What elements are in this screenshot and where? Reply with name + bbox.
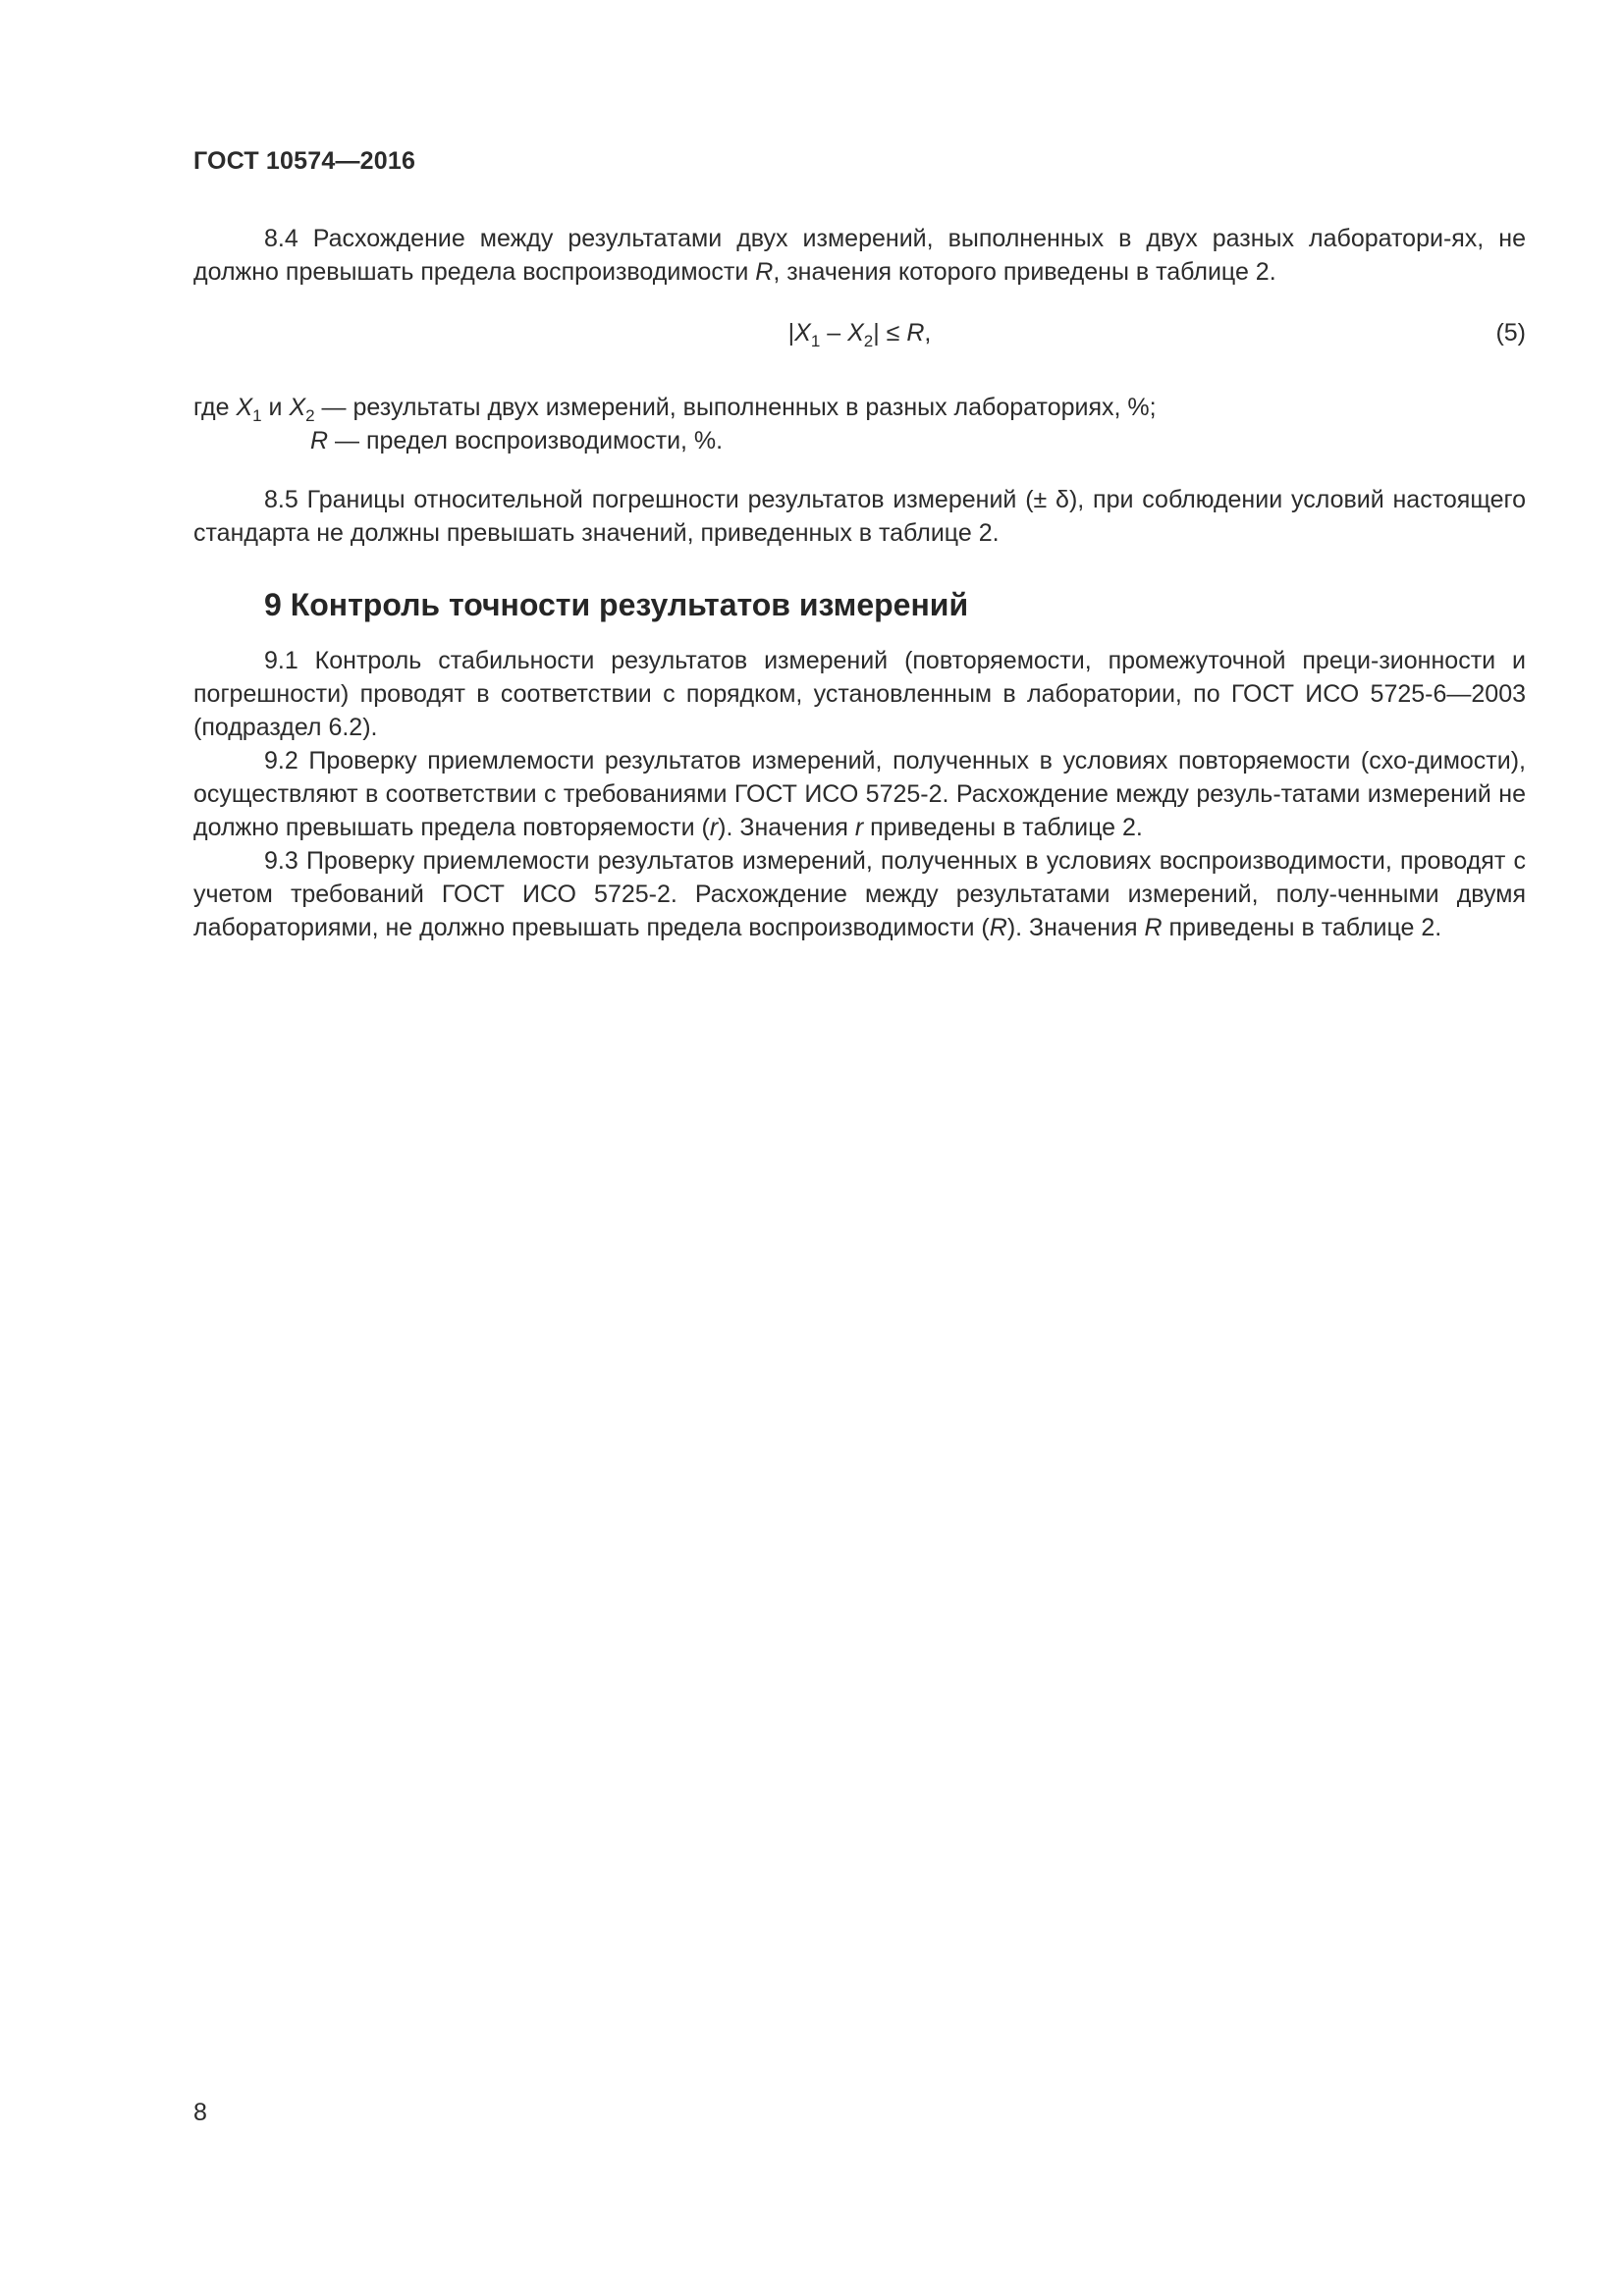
formula-x1: X bbox=[794, 319, 811, 347]
definition-x1: X bbox=[236, 394, 253, 421]
paragraph-9-2-text-a: 9.2 Проверку приемлемости результатов измерений, полученных в условиях повторяемости (схо-димости), осуществляют в соответствии с требованиями ГОСТ ИСО 5725-2. Расхождение между резуль-татами измерений не должно превышать предела повторяемости ( bbox=[193, 747, 1526, 841]
formula-5 bbox=[193, 316, 1526, 349]
definition-r-text: — предел воспроизводимости, %. bbox=[328, 427, 724, 454]
formula-bar-left: | bbox=[787, 319, 795, 347]
definition-r bbox=[193, 424, 1526, 457]
paragraph-9-2 bbox=[193, 744, 1526, 844]
formula-minus: – bbox=[820, 319, 848, 347]
definition-and: и bbox=[261, 394, 290, 421]
paragraph-9-2-text-c: приведены в таблице 2. bbox=[863, 814, 1143, 841]
section-9-heading: 9 Контроль точности результатов измерений bbox=[264, 587, 969, 622]
definition-prefix: где bbox=[193, 394, 237, 421]
paragraph-9-3-text-a: 9.3 Проверку приемлемости результатов измерений, полученных в условиях воспроизводимости, проводят с учетом требований ГОСТ ИСО 5725-2. Расхождение между результатами измерений, полу-ченными двумя лабораториями, не должно превышать предела воспроизводимости ( bbox=[193, 847, 1526, 941]
document-code-header: ГОСТ 10574—2016 bbox=[193, 147, 416, 175]
variable-r-1: r bbox=[709, 814, 719, 841]
paragraph-8-4 bbox=[193, 222, 1526, 289]
formula-sub2: 2 bbox=[863, 332, 874, 350]
formula-number: (5) bbox=[1495, 319, 1526, 347]
paragraph-9-3 bbox=[193, 844, 1526, 944]
definition-sub2: 2 bbox=[305, 406, 315, 425]
paragraph-9-2-text-b: ). Значения bbox=[718, 814, 855, 841]
paragraph-9-3-text-c: приведены в таблице 2. bbox=[1162, 914, 1442, 941]
variable-r-2: r bbox=[854, 814, 864, 841]
paragraph-8-4-text-b: , значения которого приведены в таблице 2. bbox=[773, 258, 1276, 286]
formula-tail: | ≤ bbox=[873, 319, 907, 347]
variable-R: R bbox=[755, 258, 774, 286]
formula-comma: , bbox=[924, 319, 932, 347]
formula-x2: X bbox=[847, 319, 864, 347]
page-content bbox=[193, 222, 1526, 944]
formula-row bbox=[193, 316, 1526, 349]
definition-x2: X bbox=[289, 394, 306, 421]
variable-R-2: R bbox=[1144, 914, 1163, 941]
paragraph-9-1: 9.1 Контроль стабильности результатов измерений (повторяемости, промежуточной преци-зионности и погрешности) проводят в соответствии с порядком, установленным в лаборатории, по ГОСТ ИСО 5725-6—2003 (подраздел 6.2). bbox=[193, 647, 1526, 741]
formula-r: R bbox=[906, 319, 925, 347]
paragraph-8-4-text-a: 8.4 Расхождение между результатами двух измерений, выполненных в двух разных лаборатори-ях, не должно превышать предела воспроизводимости bbox=[193, 225, 1526, 286]
page-number: 8 bbox=[193, 2099, 207, 2126]
paragraph-9-3-text-b: ). Значения bbox=[1006, 914, 1145, 941]
definition-sub1: 1 bbox=[252, 406, 262, 425]
definition-x-text: — результаты двух измерений, выполненных в разных лабораториях, %; bbox=[314, 394, 1157, 421]
paragraph-8-5: 8.5 Границы относительной погрешности результатов измерений (± δ), при соблюдении условий настоящего стандарта не должны превышать значений, приведенных в таблице 2. bbox=[193, 486, 1526, 547]
definition-r-var: R bbox=[310, 427, 329, 454]
definition-x1-x2 bbox=[193, 391, 1526, 424]
formula-sub1: 1 bbox=[810, 332, 821, 350]
variable-R-1: R bbox=[989, 914, 1007, 941]
